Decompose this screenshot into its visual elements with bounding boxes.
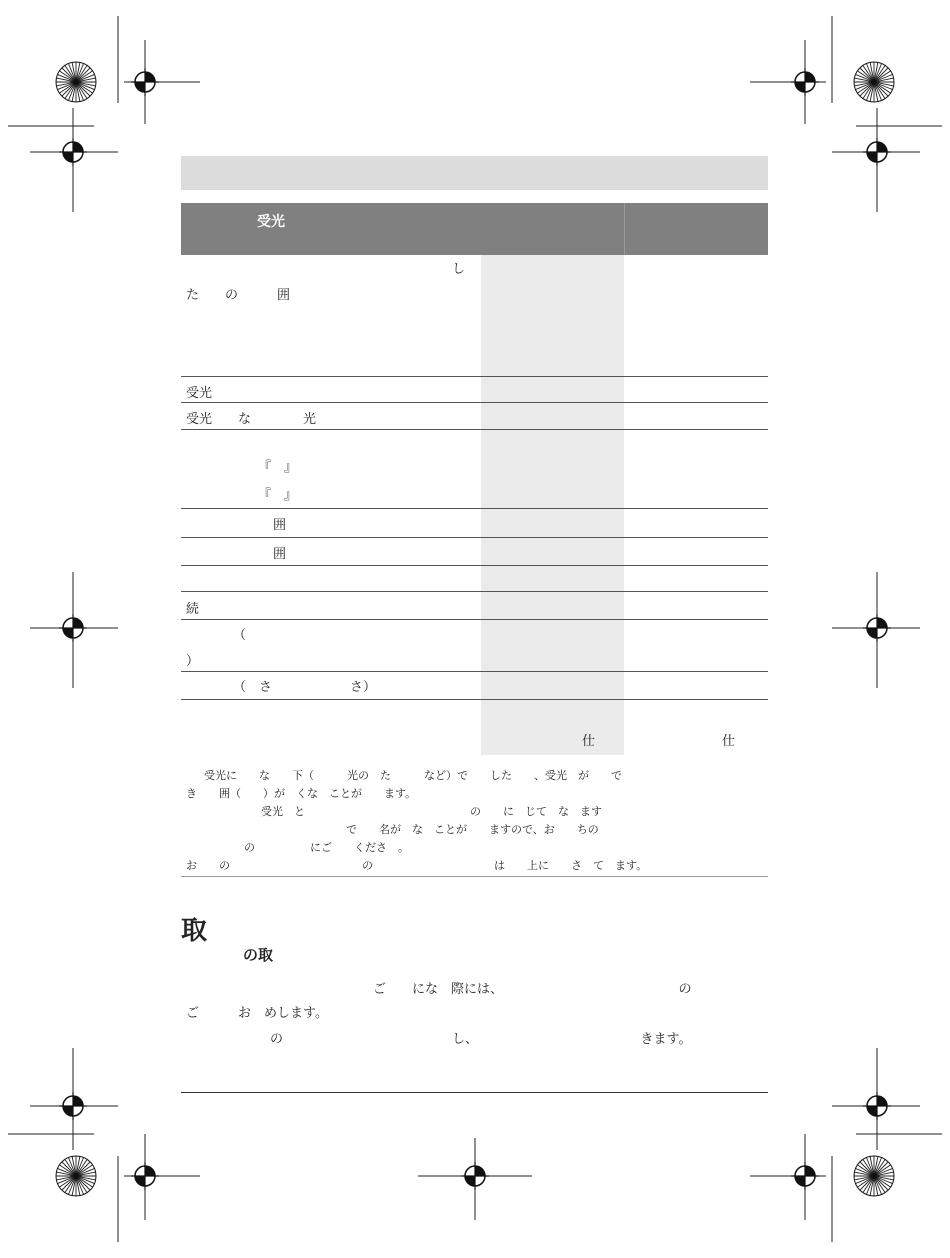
note-line: 受光 と の に じて な ます: [261, 805, 602, 818]
row-divider: [181, 619, 768, 620]
table-cell: （ さ さ）: [233, 680, 377, 695]
row-divider: [181, 376, 768, 377]
table-cell: 『 』: [258, 460, 298, 475]
header-divider: [624, 203, 625, 255]
note-line: き 囲（ ）が くな ことが ます。: [186, 787, 417, 800]
table-cell: ）: [186, 654, 200, 669]
body-line: ご お めします。: [186, 1006, 328, 1021]
note-line: で 名が な ことが ますので、お ちの: [346, 823, 599, 836]
table-value-column: [481, 255, 624, 755]
body-line: の し、 きます。: [270, 1032, 692, 1047]
table-cell: 受光 な 光: [186, 412, 317, 427]
header-band: [181, 156, 768, 190]
note-line: お の の は 上に さ て ます。: [186, 859, 648, 872]
row-divider: [181, 671, 768, 672]
table-cell: （: [233, 628, 247, 643]
section-subtitle: の取: [243, 946, 274, 964]
row-divider: [181, 699, 768, 700]
row-divider: [181, 508, 768, 509]
row-divider: [181, 591, 768, 592]
table-cell: 仕: [582, 734, 596, 749]
table-cell: 仕: [722, 734, 736, 749]
row-divider: [181, 402, 768, 403]
table-header: [181, 203, 768, 255]
table-cell: 囲: [273, 547, 287, 562]
table-cell: 『 』: [258, 488, 298, 503]
note-line: の にご くださ 。: [244, 841, 409, 854]
table-cell: 囲: [273, 518, 287, 533]
section-title: 取: [181, 916, 208, 946]
row-divider: [181, 429, 768, 430]
body-line: ご にな 際には、 の: [373, 982, 692, 997]
table-cell: し: [452, 262, 466, 277]
spec-table: [181, 203, 768, 255]
notes-divider: [181, 876, 768, 877]
table-header-col1: 受光: [257, 214, 285, 230]
table-cell: た の 囲: [186, 288, 291, 303]
note-line: 受光に な 下（ 光の た など）で した 、受光 が で: [204, 769, 622, 782]
row-divider: [181, 565, 768, 566]
table-cell: 続: [186, 602, 200, 617]
table-cell: 受光: [186, 386, 213, 401]
section-divider: [181, 1092, 768, 1093]
row-divider: [181, 537, 768, 538]
